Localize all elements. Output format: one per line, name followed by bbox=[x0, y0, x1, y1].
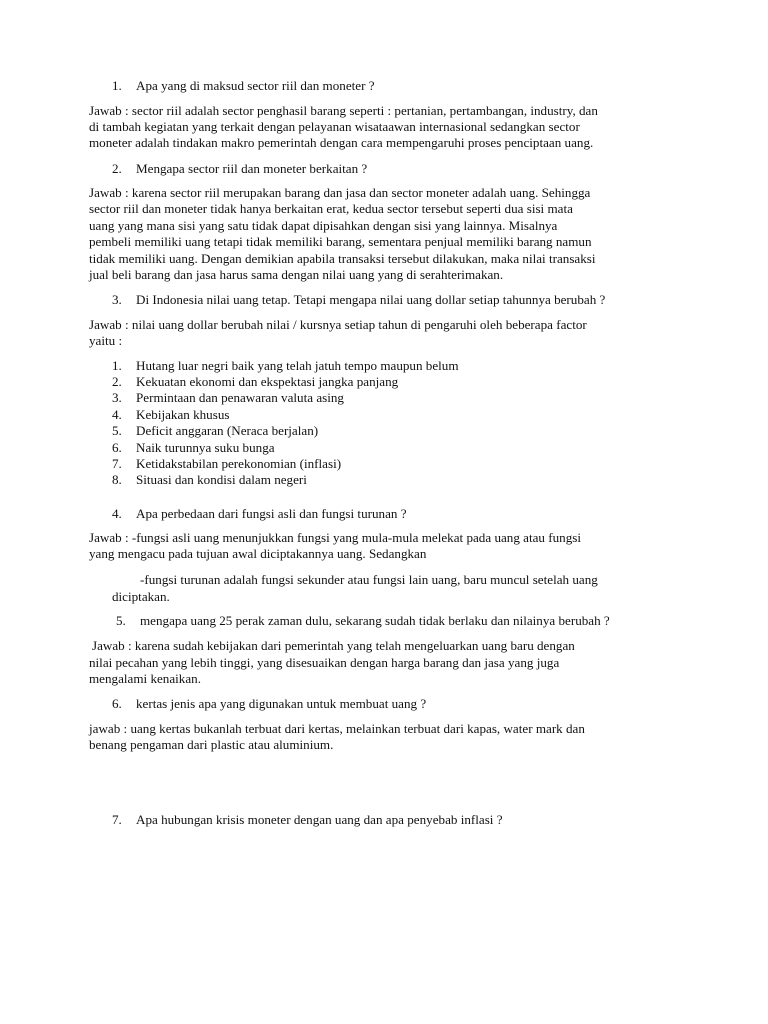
question-text: kertas jenis apa yang digunakan untuk membuat uang ? bbox=[136, 696, 427, 711]
factor-item-6 bbox=[112, 440, 275, 456]
question-text: Mengapa sector riil dan moneter berkaitan ? bbox=[136, 161, 368, 176]
list-text: Hutang luar negri baik yang telah jatuh tempo maupun belum bbox=[136, 358, 459, 373]
list-text: Deficit anggaran (Neraca berjalan) bbox=[136, 423, 319, 438]
question-number: 2. bbox=[112, 161, 122, 176]
list-number: 1. bbox=[112, 358, 122, 373]
answer-4b-line-2: diciptakan. bbox=[112, 589, 170, 604]
question-text: Apa hubungan krisis moneter dengan uang dan apa penyebab inflasi ? bbox=[136, 812, 503, 827]
list-number: 8. bbox=[112, 472, 122, 487]
factor-item-1 bbox=[112, 358, 459, 374]
question-number: 6. bbox=[112, 696, 122, 711]
answer-2-line-3: uang yang mana sisi yang satu tidak dapat dipisahkan dengan sisi yang lainnya. Misalnya bbox=[89, 218, 558, 233]
question-text: Apa yang di maksud sector riil dan moneter ? bbox=[136, 78, 375, 93]
list-number: 5. bbox=[112, 423, 122, 438]
answer-6-line-1: jawab : uang kertas bukanlah terbuat dari kertas, melainkan terbuat dari kapas, water mark dan bbox=[89, 721, 585, 736]
answer-5-line-2: nilai pecahan yang lebih tinggi, yang disesuaikan dengan harga barang dan jasa yang juga bbox=[89, 655, 560, 670]
factor-item-3 bbox=[112, 390, 344, 406]
answer-1-line-1: Jawab : sector riil adalah sector penghasil barang seperti : pertanian, pertambangan, industry, dan bbox=[89, 103, 598, 118]
answer-2-line-1: Jawab : karena sector riil merupakan barang dan jasa dan sector moneter adalah uang. Sehingga bbox=[89, 185, 591, 200]
list-text: Kebijakan khusus bbox=[136, 407, 230, 422]
list-text: Naik turunnya suku bunga bbox=[136, 440, 275, 455]
factor-item-8 bbox=[112, 472, 307, 488]
answer-1-line-2: di tambah kegiatan yang terkait dengan pelayanan wisataawan internasional sedangkan sector bbox=[89, 119, 580, 134]
question-1 bbox=[112, 78, 375, 94]
list-text: Kekuatan ekonomi dan ekspektasi jangka panjang bbox=[136, 374, 399, 389]
question-text: Di Indonesia nilai uang tetap. Tetapi mengapa nilai uang dollar setiap tahunnya berubah ? bbox=[136, 292, 606, 307]
question-5 bbox=[116, 613, 610, 629]
answer-3-line-1: Jawab : nilai uang dollar berubah nilai / kursnya setiap tahun di pengaruhi oleh beberapa factor bbox=[89, 317, 587, 332]
list-text: Permintaan dan penawaran valuta asing bbox=[136, 390, 344, 405]
answer-2-line-4: pembeli memiliki uang tetapi tidak memiliki barang, sementara penjual memiliki barang namun bbox=[89, 234, 592, 249]
answer-2-line-6: jual beli barang dan jasa harus sama dengan nilai uang yang di serahterimakan. bbox=[89, 267, 504, 282]
question-4 bbox=[112, 506, 407, 522]
answer-4-line-2: yang mengacu pada tujuan awal diciptakannya uang. Sedangkan bbox=[89, 546, 427, 561]
list-number: 2. bbox=[112, 374, 122, 389]
question-3 bbox=[112, 292, 605, 308]
answer-4b-line-1: -fungsi turunan adalah fungsi sekunder atau fungsi lain uang, baru muncul setelah uang bbox=[140, 572, 598, 587]
factor-item-4 bbox=[112, 407, 229, 423]
factor-item-5 bbox=[112, 423, 318, 439]
factor-item-2 bbox=[112, 374, 398, 390]
factor-item-7 bbox=[112, 456, 341, 472]
question-number: 7. bbox=[112, 812, 122, 827]
question-2 bbox=[112, 161, 367, 177]
question-text: Apa perbedaan dari fungsi asli dan fungsi turunan ? bbox=[136, 506, 407, 521]
answer-5-line-1: Jawab : karena sudah kebijakan dari pemerintah yang telah mengeluarkan uang baru dengan bbox=[92, 638, 575, 653]
question-number: 5. bbox=[116, 613, 126, 628]
answer-2-line-2: sector riil dan moneter tidak hanya berkaitan erat, kedua sector tersebut seperti dua sisi mata bbox=[89, 201, 573, 216]
list-text: Situasi dan kondisi dalam negeri bbox=[136, 472, 307, 487]
question-number: 1. bbox=[112, 78, 122, 93]
answer-5-line-3: mengalami kenaikan. bbox=[89, 671, 201, 686]
answer-4-line-1: Jawab : -fungsi asli uang menunjukkan fungsi yang mula-mula melekat pada uang atau fungsi bbox=[89, 530, 581, 545]
answer-1-line-3: moneter adalah tindakan makro pemerintah dengan cara mempengaruhi proses penciptaan uang. bbox=[89, 135, 594, 150]
answer-2-line-5: tidak memiliki uang. Dengan demikian apabila transaksi tersebut dilakukan, maka nilai transaksi bbox=[89, 251, 596, 266]
question-text: mengapa uang 25 perak zaman dulu, sekarang sudah tidak berlaku dan nilainya berubah ? bbox=[140, 613, 610, 628]
question-number: 3. bbox=[112, 292, 122, 307]
question-7 bbox=[112, 812, 503, 828]
list-number: 6. bbox=[112, 440, 122, 455]
question-6 bbox=[112, 696, 426, 712]
list-number: 7. bbox=[112, 456, 122, 471]
list-number: 3. bbox=[112, 390, 122, 405]
list-number: 4. bbox=[112, 407, 122, 422]
question-number: 4. bbox=[112, 506, 122, 521]
answer-3-line-2: yaitu : bbox=[89, 333, 123, 348]
answer-6-line-2: benang pengaman dari plastic atau aluminium. bbox=[89, 737, 334, 752]
list-text: Ketidakstabilan perekonomian (inflasi) bbox=[136, 456, 342, 471]
